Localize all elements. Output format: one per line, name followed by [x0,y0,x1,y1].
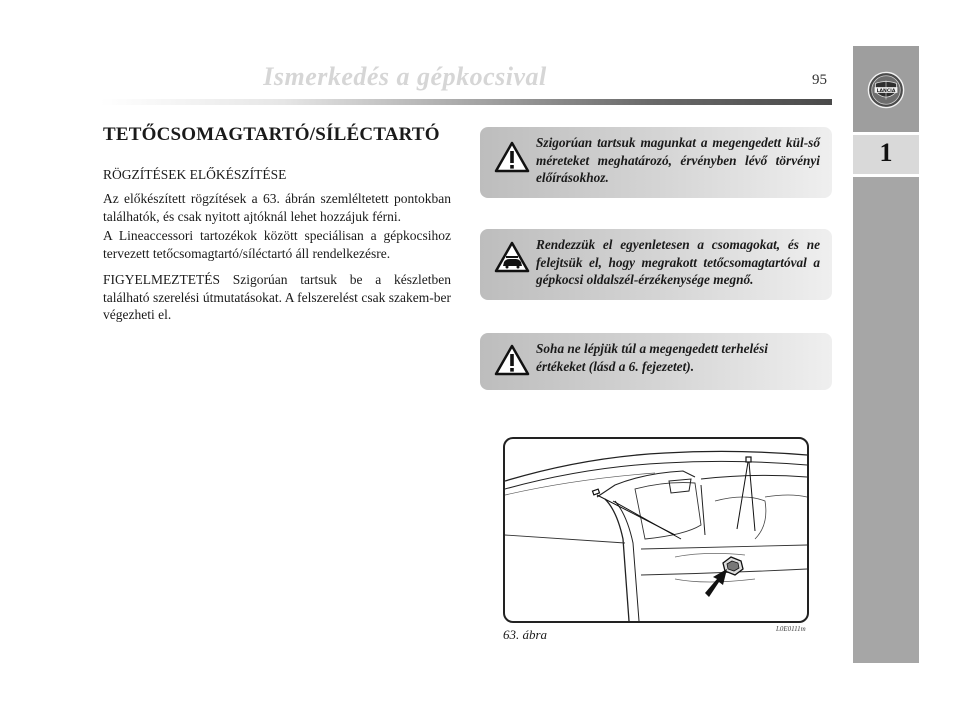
warning-box [480,127,832,198]
car-warning-triangle-icon [494,241,530,273]
header-divider [100,99,832,105]
figure-roof-rack-mounts [503,437,809,623]
warning-triangle-icon [494,344,530,376]
body-paragraph: A Lineaccessori tartozékok között speciálisan a gépkocsihoz tervezett tetőcsomagtartó/síléctartó áll rendelkezésre. [103,228,451,261]
warning-triangle-icon [494,141,530,173]
chapter-number: 1 [879,138,893,167]
sidebar-separator [853,174,919,177]
warning-paragraph: FIGYELMEZTETÉS Szigorúan tartsuk be a készletben található szerelési útmutatásokat. A felszerelést csak szakem-ber végezheti el. [103,272,451,322]
subsection-title: RÖGZÍTÉSEK ELŐKÉSZÍTÉSE [103,167,287,182]
page-number: 95 [812,72,827,88]
warning-box [480,333,832,390]
lancia-logo-icon [867,71,905,109]
page-header-title: Ismerkedés a gépkocsival [263,62,547,91]
figure-caption: 63. ábra [503,627,548,642]
roof-mount-illustration [505,439,807,621]
svg-text:LANCIA: LANCIA [876,88,896,94]
warning-box [480,229,832,300]
warning-text: Soha ne lépjük túl a megengedett terhelési értékeket (lásd a 6. fejezetet). [536,341,768,374]
chapter-sidebar [853,46,919,663]
section-title: TETŐCSOMAGTARTÓ/SÍLÉCTARTÓ [103,124,440,145]
warning-text: Rendezzük el egyenletesen a csomagokat, és ne felejtsük el, hogy megrakott tetőcsomagtartóval a gépkocsi oldalszél-érzékenysége megnő. [536,237,820,287]
warning-text: Szigorúan tartsuk magunkat a megengedett kül-ső méreteket meghatározó, érvényben lévő törvényi előírásokhoz. [536,135,820,185]
figure-code: L0E0111m [776,625,806,633]
body-paragraph: Az előkészített rögzítések a 63. ábrán szemléltetett pontokban találhatók, és csak nyitott ajtóknál lehet hozzájuk férni. [103,191,451,224]
